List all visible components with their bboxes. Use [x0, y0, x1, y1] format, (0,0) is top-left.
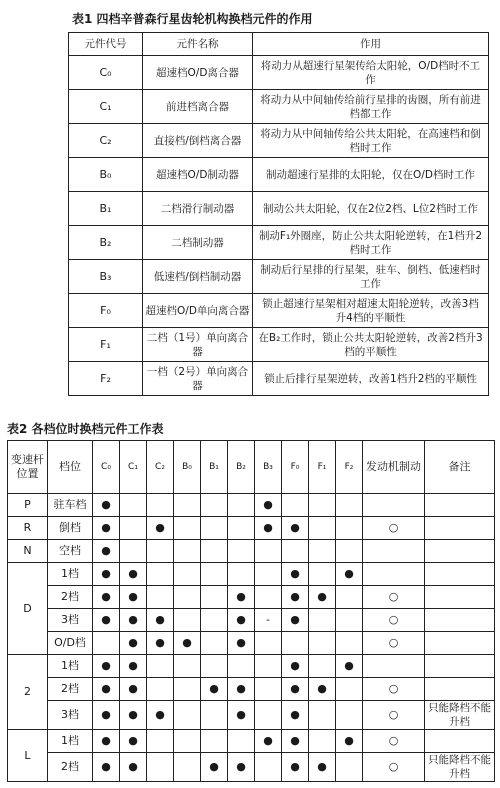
engine-brake-cell: ○ — [363, 609, 425, 632]
table-row — [69, 362, 489, 396]
mark-cell — [282, 632, 309, 655]
note-cell — [425, 609, 495, 632]
engaged-dot: ● — [93, 563, 120, 586]
note-cell — [425, 494, 495, 517]
element-header-cell: B₁ — [201, 441, 228, 494]
mark-cell — [309, 609, 336, 632]
mark-cell — [147, 753, 174, 782]
mark-cell — [228, 563, 255, 586]
element-function-cell: 制动超速行星排的太阳轮，仅在O/D档时工作 — [253, 158, 489, 192]
element-code-cell: F₂ — [69, 362, 143, 396]
mark-cell — [174, 563, 201, 586]
table-row — [69, 294, 489, 328]
engaged-dot: ● — [93, 730, 120, 753]
engaged-dot: ● — [336, 563, 363, 586]
engaged-dot: ● — [228, 678, 255, 701]
mark-cell — [147, 655, 174, 678]
engaged-dot: ● — [282, 701, 309, 730]
engaged-dot: ● — [282, 517, 309, 540]
engaged-dot: ● — [201, 753, 228, 782]
engaged-dot: ● — [228, 753, 255, 782]
engaged-dot: ● — [93, 655, 120, 678]
mark-cell — [228, 517, 255, 540]
engaged-dot: ● — [147, 609, 174, 632]
mark-cell — [255, 753, 282, 782]
note-cell: 只能降档不能升档 — [425, 753, 495, 782]
note-cell — [425, 655, 495, 678]
mark-cell — [336, 678, 363, 701]
engaged-dot: ● — [174, 632, 201, 655]
engaged-dot: ● — [282, 586, 309, 609]
engaged-dot: ● — [282, 753, 309, 782]
mark-cell — [201, 517, 228, 540]
engaged-dot: ● — [93, 586, 120, 609]
gear-cell: 1档 — [48, 655, 93, 678]
mark-cell: - — [255, 609, 282, 632]
table-row — [8, 586, 495, 609]
engaged-dot: ● — [147, 517, 174, 540]
mark-cell — [228, 730, 255, 753]
mark-cell — [336, 517, 363, 540]
element-code-cell: B₀ — [69, 158, 143, 192]
note-cell — [425, 730, 495, 753]
engaged-dot: ● — [147, 632, 174, 655]
mark-cell — [201, 730, 228, 753]
engaged-dot: ● — [93, 678, 120, 701]
table-row — [8, 701, 495, 730]
engaged-dot: ● — [120, 678, 147, 701]
mark-cell — [120, 517, 147, 540]
mark-cell — [255, 678, 282, 701]
mark-cell — [93, 632, 120, 655]
element-code-cell: B₂ — [69, 226, 143, 260]
engine-brake-cell: ○ — [363, 517, 425, 540]
table-row — [69, 260, 489, 294]
mark-cell — [174, 701, 201, 730]
engaged-dot: ● — [120, 701, 147, 730]
engaged-dot: ● — [93, 517, 120, 540]
engaged-dot: ● — [255, 494, 282, 517]
element-function-cell: 将动力从超速行星架传给太阳轮，O/D档时不工作 — [253, 56, 489, 90]
element-name-cell: 一档（2号）单向离合器 — [143, 362, 253, 396]
engine-brake-cell — [363, 655, 425, 678]
mark-cell — [201, 632, 228, 655]
mark-cell — [336, 753, 363, 782]
mark-cell — [174, 586, 201, 609]
engaged-dot: ● — [282, 655, 309, 678]
table-row — [69, 90, 489, 124]
mark-cell — [282, 540, 309, 563]
engaged-dot: ● — [255, 730, 282, 753]
mark-cell — [336, 609, 363, 632]
element-function-cell: 在B₂工作时，锁止公共太阳轮逆转，改善2档升3档的平顺性 — [253, 328, 489, 362]
gear-cell: 3档 — [48, 609, 93, 632]
engaged-dot: ● — [93, 609, 120, 632]
mark-cell — [201, 494, 228, 517]
note-cell — [425, 632, 495, 655]
engaged-dot: ● — [120, 563, 147, 586]
engaged-dot: ● — [309, 753, 336, 782]
mark-cell — [228, 540, 255, 563]
engaged-dot: ● — [120, 655, 147, 678]
mark-cell — [282, 494, 309, 517]
table-row — [8, 753, 495, 782]
element-header-cell: F₀ — [282, 441, 309, 494]
element-name-cell: 二档（1号）单向离合器 — [143, 328, 253, 362]
table-row — [8, 632, 495, 655]
lever-position-cell: P — [8, 494, 48, 517]
engaged-dot: ● — [309, 678, 336, 701]
note-cell — [425, 517, 495, 540]
table-row — [69, 124, 489, 158]
element-code-cell: F₁ — [69, 328, 143, 362]
mark-cell — [309, 730, 336, 753]
mark-cell — [336, 701, 363, 730]
lever-position-cell: N — [8, 540, 48, 563]
engine-brake-cell — [363, 494, 425, 517]
element-function-cell: 将动力从中间轴传给前行星排的齿圈，所有前进档都工作 — [253, 90, 489, 124]
table1-caption: 表1 四档辛普森行星齿轮机构换档元件的作用 — [72, 12, 313, 26]
mark-cell — [174, 517, 201, 540]
engaged-dot: ● — [336, 655, 363, 678]
mark-cell — [309, 494, 336, 517]
engaged-dot: ● — [282, 609, 309, 632]
gear-cell: 1档 — [48, 563, 93, 586]
element-name-cell: 超速档O/D制动器 — [143, 158, 253, 192]
mark-cell — [147, 494, 174, 517]
element-name-cell: 二档滑行制动器 — [143, 192, 253, 226]
element-code-cell: C₀ — [69, 56, 143, 90]
mark-cell — [336, 494, 363, 517]
mark-cell — [147, 730, 174, 753]
table-row — [8, 609, 495, 632]
engaged-dot: ● — [147, 701, 174, 730]
mark-cell — [201, 563, 228, 586]
mark-cell — [120, 540, 147, 563]
mark-cell — [174, 730, 201, 753]
mark-cell — [309, 701, 336, 730]
table1-header-cell: 元件名称 — [143, 33, 253, 56]
element-header-cell: C₁ — [120, 441, 147, 494]
mark-cell — [255, 540, 282, 563]
mark-cell — [174, 540, 201, 563]
gear-cell: O/D档 — [48, 632, 93, 655]
element-function-cell: 制动后行星排的行星架，驻车、倒档、低速档时工作 — [253, 260, 489, 294]
table-row — [8, 678, 495, 701]
mark-cell — [174, 655, 201, 678]
element-function-table — [68, 32, 489, 396]
mark-cell — [336, 540, 363, 563]
engaged-dot: ● — [93, 753, 120, 782]
gear-cell: 空档 — [48, 540, 93, 563]
mark-cell — [201, 701, 228, 730]
engine-brake-cell — [363, 563, 425, 586]
element-function-cell: 制动公共太阳轮，仅在2位2档、L位2档时工作 — [253, 192, 489, 226]
mark-cell — [309, 517, 336, 540]
lever-position-cell: 2 — [8, 655, 48, 730]
element-header-cell: B₃ — [255, 441, 282, 494]
note-header: 备注 — [425, 441, 495, 494]
table1-header-cell: 作用 — [253, 33, 489, 56]
element-name-cell: 直接档/倒档离合器 — [143, 124, 253, 158]
engine-brake-cell: ○ — [363, 701, 425, 730]
element-header-cell: F₂ — [336, 441, 363, 494]
engaged-dot: ● — [93, 540, 120, 563]
engaged-dot: ● — [93, 701, 120, 730]
gear-cell: 2档 — [48, 678, 93, 701]
gear-cell: 2档 — [48, 753, 93, 782]
mark-cell — [255, 563, 282, 586]
engaged-dot: ● — [282, 730, 309, 753]
gear-cell: 倒档 — [48, 517, 93, 540]
element-code-cell: F₀ — [69, 294, 143, 328]
gear-cell: 1档 — [48, 730, 93, 753]
engine-brake-cell: ○ — [363, 753, 425, 782]
mark-cell — [174, 494, 201, 517]
lever-position-header: 变速杆位置 — [8, 441, 48, 494]
engine-brake-cell: ○ — [363, 678, 425, 701]
element-function-cell: 将动力从中间轴传给公共太阳轮，在高速档和倒档时工作 — [253, 124, 489, 158]
mark-cell — [228, 494, 255, 517]
gear-header: 档位 — [48, 441, 93, 494]
element-header-cell: B₀ — [174, 441, 201, 494]
element-name-cell: 超速档O/D单向离合器 — [143, 294, 253, 328]
lever-position-cell: L — [8, 730, 48, 782]
engine-brake-cell: ○ — [363, 730, 425, 753]
mark-cell — [147, 563, 174, 586]
engaged-dot: ● — [120, 730, 147, 753]
table-row — [8, 563, 495, 586]
mark-cell — [174, 753, 201, 782]
mark-cell — [228, 655, 255, 678]
table1-header-cell: 元件代号 — [69, 33, 143, 56]
mark-cell — [174, 609, 201, 632]
engaged-dot: ● — [336, 730, 363, 753]
mark-cell — [255, 632, 282, 655]
mark-cell — [201, 540, 228, 563]
table-row — [8, 517, 495, 540]
mark-cell — [255, 655, 282, 678]
table-row — [69, 226, 489, 260]
table-row — [8, 540, 495, 563]
element-header-cell: B₂ — [228, 441, 255, 494]
element-code-cell: C₁ — [69, 90, 143, 124]
engaged-dot: ● — [228, 632, 255, 655]
lever-position-cell: D — [8, 563, 48, 655]
note-cell — [425, 678, 495, 701]
shift-element-operation-table — [7, 440, 495, 782]
engine-brake-cell: ○ — [363, 586, 425, 609]
note-cell — [425, 563, 495, 586]
engine-brake-cell: ○ — [363, 632, 425, 655]
table-row — [69, 328, 489, 362]
mark-cell — [147, 540, 174, 563]
engaged-dot: ● — [120, 586, 147, 609]
element-name-cell: 超速档O/D离合器 — [143, 56, 253, 90]
lever-position-cell: R — [8, 517, 48, 540]
engine-brake-cell — [363, 540, 425, 563]
engaged-dot: ● — [120, 753, 147, 782]
mark-cell — [174, 678, 201, 701]
table2-caption: 表2 各档位时换档元件工作表 — [7, 422, 164, 436]
engaged-dot: ● — [93, 494, 120, 517]
engaged-dot: ● — [201, 678, 228, 701]
element-code-cell: B₁ — [69, 192, 143, 226]
table-row — [8, 494, 495, 517]
mark-cell — [147, 586, 174, 609]
engaged-dot: ● — [228, 586, 255, 609]
table-row — [8, 655, 495, 678]
note-cell: 只能降档不能升档 — [425, 701, 495, 730]
element-name-cell: 低速档/倒档制动器 — [143, 260, 253, 294]
mark-cell — [309, 540, 336, 563]
engaged-dot: ● — [309, 586, 336, 609]
note-cell — [425, 540, 495, 563]
mark-cell — [201, 655, 228, 678]
table-row — [69, 56, 489, 90]
mark-cell — [309, 563, 336, 586]
table1-header-row — [69, 33, 489, 56]
gear-cell: 驻车档 — [48, 494, 93, 517]
engaged-dot: ● — [282, 563, 309, 586]
element-name-cell: 前进档离合器 — [143, 90, 253, 124]
mark-cell — [255, 701, 282, 730]
mark-cell — [309, 632, 336, 655]
element-header-cell: C₀ — [93, 441, 120, 494]
table2-header-row — [8, 441, 495, 494]
element-name-cell: 二档制动器 — [143, 226, 253, 260]
mark-cell — [255, 586, 282, 609]
note-cell — [425, 586, 495, 609]
engaged-dot: ● — [228, 609, 255, 632]
element-code-cell: C₂ — [69, 124, 143, 158]
engaged-dot: ● — [120, 632, 147, 655]
element-header-cell: C₂ — [147, 441, 174, 494]
mark-cell — [147, 678, 174, 701]
table-row — [8, 730, 495, 753]
gear-cell: 2档 — [48, 586, 93, 609]
element-code-cell: B₃ — [69, 260, 143, 294]
element-function-cell: 锁止后排行星架逆转，改善1档升2档的平顺性 — [253, 362, 489, 396]
table-row — [69, 158, 489, 192]
table-row — [69, 192, 489, 226]
engaged-dot: ● — [282, 678, 309, 701]
engaged-dot: ● — [255, 517, 282, 540]
mark-cell — [201, 609, 228, 632]
mark-cell — [336, 632, 363, 655]
engaged-dot: ● — [120, 609, 147, 632]
gear-cell: 3档 — [48, 701, 93, 730]
element-function-cell: 锁止超速行星架相对超速太阳轮逆转，改善3档升4档的平顺性 — [253, 294, 489, 328]
mark-cell — [336, 586, 363, 609]
engine-brake-header: 发动机制动 — [363, 441, 425, 494]
mark-cell — [309, 655, 336, 678]
engaged-dot: ● — [228, 701, 255, 730]
mark-cell — [201, 586, 228, 609]
element-header-cell: F₁ — [309, 441, 336, 494]
mark-cell — [120, 494, 147, 517]
element-function-cell: 制动F₁外圈座，防止公共太阳轮逆转，在1档升2档时工作 — [253, 226, 489, 260]
